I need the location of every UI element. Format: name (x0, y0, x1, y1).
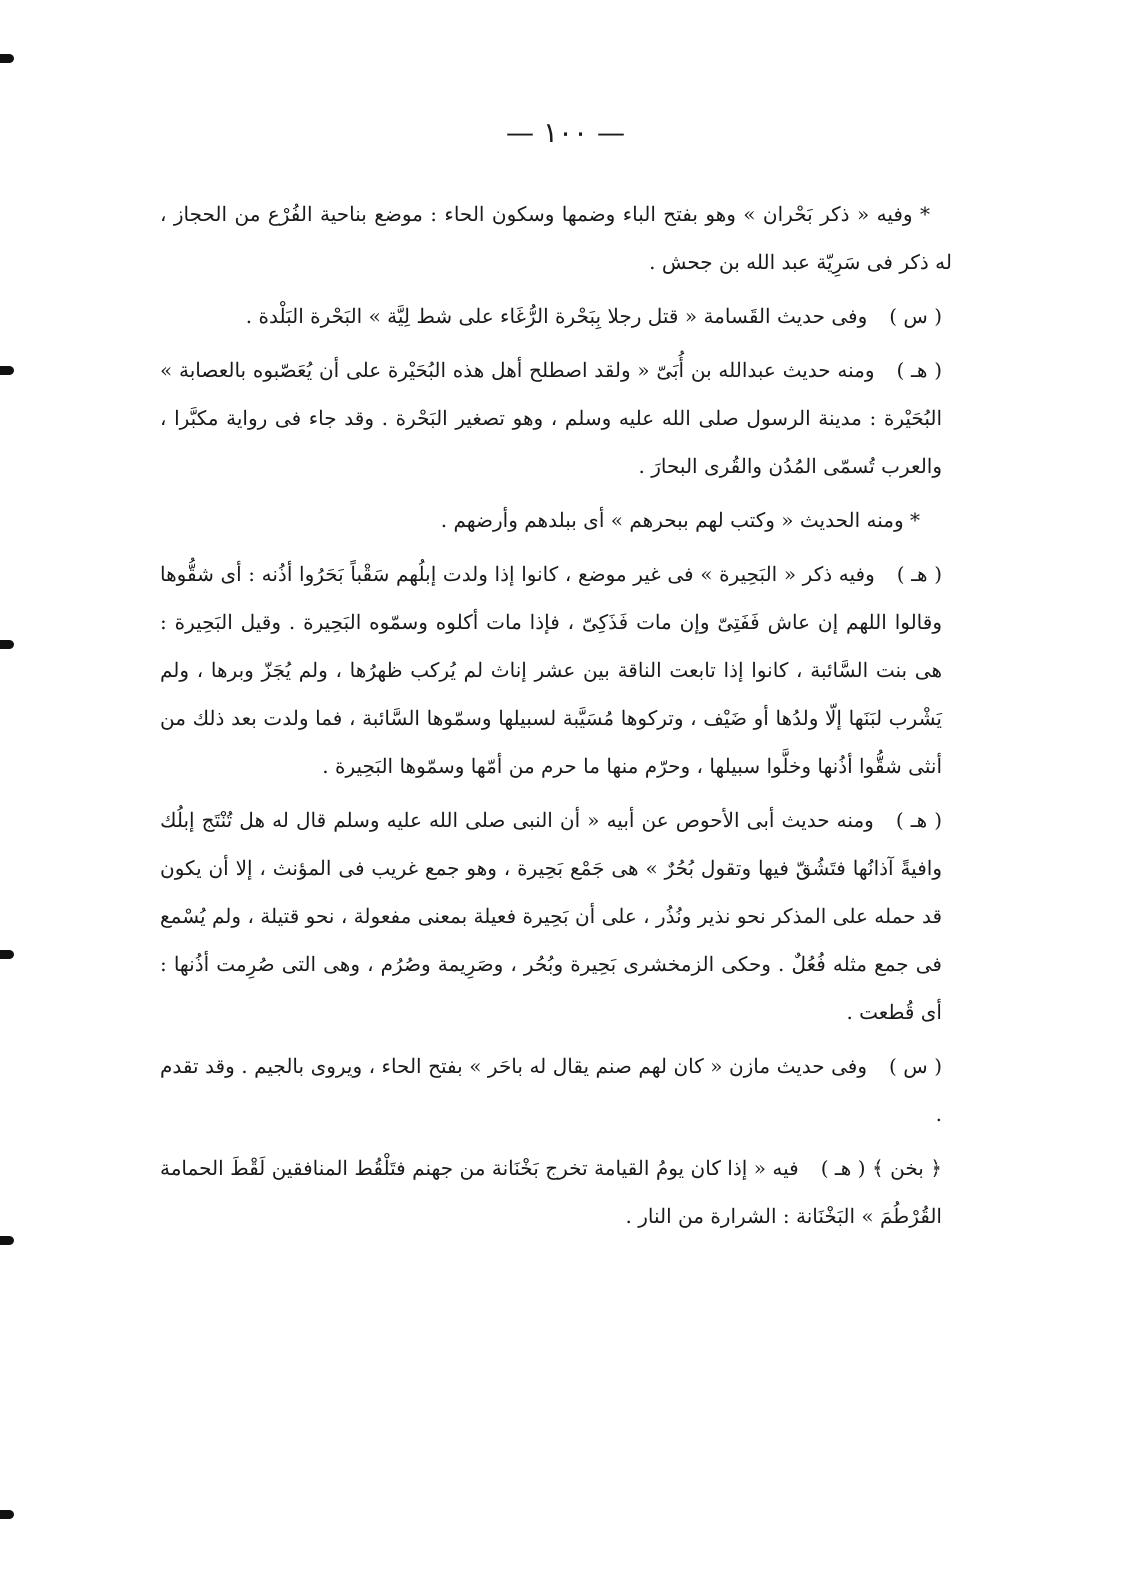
paragraph-tag: ( هـ ) (896, 358, 942, 382)
binding-mark (0, 1510, 14, 1519)
paragraph-text: ومنه حديث عبدالله بن أُبَىّ « ولقد اصطلح أهل هذه البُحَيْرة على أن يُعَصّبوه بالعصابة » البُحَيْرة : مدينة الرسول صلى الله عليه وسلم ، وهو تصغير البَحْرة . وقد جاء فى رواية مكبَّرا ، والعرب تُسمّى المُدُن والقُرى البحارَ . (160, 358, 942, 478)
paragraph-1 (160, 190, 952, 286)
paragraph-text: وفيه ذكر « البَحِيرة » فى غير موضع ، كانوا إذا ولدت إبلُهم سَقْباً بَحَرُوا أذُنه : أى شقُّوها وقالوا اللهم إن عاش فَفَتِىّ وإن مات فَذَكِىّ ، فإذا مات أكلوه وسمّوه البَحِيرة . وقيل البَحِيرة : هى بنت السَّائبة ، كانوا إذا تابعت الناقة بين عشر إناث لم يُركب ظهرُها ، ولم يُجَزّ وبرها ، ولم يَشْرب لبَنَها إلّا ولدُها أو ضَيْف ، وتركوها مُسَيَّبة لسبيلها وسمّوها السَّائبة ، فما ولدت بعد ذلك من أنثى شقُّوا أذُنها وخلَّوا سبيلها ، وحرّم منها ما حرم من أمّها وسمّوها البَحِيرة . (160, 562, 942, 778)
paragraph-text: وفى حديث القَسامة « قتل رجلا بِبَحْرة الرُّغَاء على شط لِيَّة » البَحْرة البَلْدة . (245, 304, 868, 328)
paragraph-8 (160, 1144, 952, 1240)
paragraph-2 (160, 292, 952, 340)
binding-mark (0, 1236, 14, 1245)
binding-mark (0, 640, 14, 649)
paragraph-text: * ومنه الحديث « وكتب لهم ببحرهم » أى ببلدهم وأرضهم . (440, 508, 920, 532)
paragraph-tag: ( س ) (889, 1054, 942, 1078)
paragraph-6 (160, 796, 952, 1036)
paragraph-tag: ( هـ ) (896, 562, 942, 586)
paragraph-text: * وفيه « ذكر بَحْران » وهو بفتح الباء وضمها وسكون الحاء : موضع بناحية الفُرْع من الحجاز ، له ذكر فى سَرِيّة عبد الله بن جحش . (160, 202, 952, 274)
paragraph-5 (160, 550, 952, 790)
page-number: — ١٠٠ — (506, 116, 625, 149)
paragraph-4 (160, 496, 952, 544)
paragraph-text: فيه « إذا كان يومُ القيامة تخرج بَخْنَانة من جهنم فتَلْقُط المنافقين لَقْطَ الحمامة القُرْطُمَ » البَخْنَانة : الشرارة من النار . (160, 1156, 942, 1228)
paragraph-tag: ( هـ ) (895, 808, 942, 832)
binding-mark (0, 366, 14, 375)
binding-mark (0, 950, 14, 959)
paragraph-text: وفى حديث مازن « كان لهم صنم يقال له باحَر » بفتح الحاء ، ويروى بالجيم . وقد تقدم . (160, 1054, 942, 1126)
paragraph-tag: ( س ) (889, 304, 942, 328)
body-text (160, 190, 952, 1246)
paragraph-7 (160, 1042, 952, 1138)
binding-mark (0, 54, 14, 63)
paragraph-text: ومنه حديث أبى الأحوص عن أبيه « أن النبى صلى الله عليه وسلم قال له هل تُنْتَج إبلُك وافيةً آذانُها فتَشُقّ فيها وتقول بُحُرٌ » هى جَمْع بَحِيرة ، وهو جمع غريب فى المؤنث ، إلا أن يكون قد حمله على المذكر نحو نذير ونُذُر ، على أن بَحِيرة فعيلة بمعنى مفعولة ، نحو قتيلة ، ولم يُسْمع فى جمع مثله فُعُلٌ . وحكى الزمخشرى بَحِيرة وبُحُر ، وصَرِيمة وصُرُم ، وهى التى صُرِمت أذُنها : أى قُطعت . (160, 808, 942, 1024)
paragraph-3 (160, 346, 952, 490)
paragraph-tag: ﴿ بخن ﴾ ( هـ ) (820, 1156, 943, 1180)
